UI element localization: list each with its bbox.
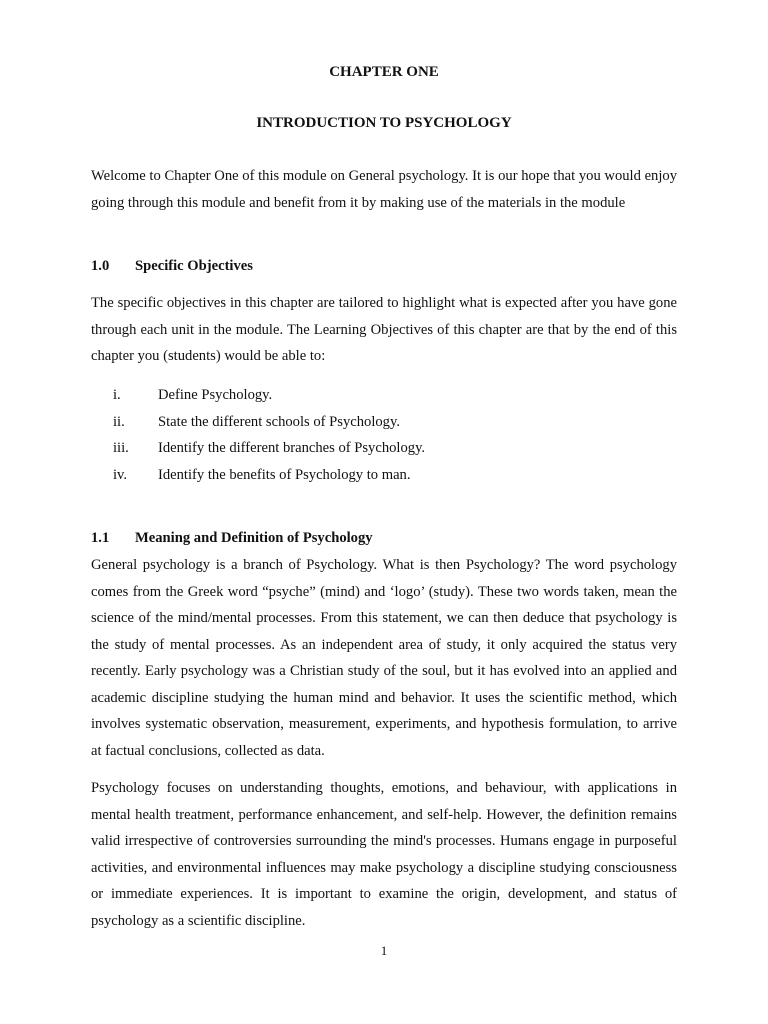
list-item-number: iii. bbox=[113, 440, 129, 456]
section-heading-objectives bbox=[91, 258, 253, 275]
list-item bbox=[113, 462, 425, 489]
list-item-text: Identify the benefits of Psychology to man. bbox=[158, 466, 411, 483]
section-number: 1.1 bbox=[91, 530, 110, 546]
objectives-list bbox=[113, 382, 425, 488]
list-item-text: Identify the different branches of Psychology. bbox=[158, 440, 426, 456]
section-title: Specific Objectives bbox=[135, 258, 253, 274]
list-item-number: iv. bbox=[113, 466, 128, 483]
list-item bbox=[113, 409, 425, 436]
list-item bbox=[113, 382, 425, 409]
section-title: Meaning and Definition of Psychology bbox=[135, 530, 373, 546]
definition-paragraph-1: General psychology is a branch of Psychology. What is then Psychology? The word psychology comes from the Greek word “psyche” (mind) and ‘logo’ (study). These two words taken, mean the science of the mind/mental processes. From this statement, we can then deduce that psychology is the study of mental processes. As an independent area of study, it only acquired the status very recently. Early psychology was a Christian study of the soul, but it has evolved into an applied and academic discipline studying the human mind and behavior. It uses the scientific method, which involves systematic observation, measurement, experiments, and hypothesis formulation, to arrive at factual conclusions, collected as data. bbox=[91, 557, 677, 759]
section-number: 1.0 bbox=[91, 258, 110, 274]
chapter-title: CHAPTER ONE bbox=[329, 64, 439, 80]
objectives-paragraph: The specific objectives in this chapter are tailored to highlight what is expected after you have gone through each unit in the module. The Learning Objectives of this chapter are that by the end of this chapter you (students) would be able to: bbox=[91, 295, 677, 364]
list-item-number: ii. bbox=[113, 413, 125, 430]
intro-paragraph: Welcome to Chapter One of this module on General psychology. It is our hope that you would enjoy going through this module and benefit from it by making use of the materials in the module bbox=[91, 168, 677, 211]
list-item-text: Define Psychology. bbox=[158, 387, 273, 403]
list-item-text: State the different schools of Psychology. bbox=[158, 413, 400, 430]
list-item-number: i. bbox=[113, 387, 121, 403]
page-number: 1 bbox=[380, 943, 388, 958]
list-item bbox=[113, 435, 425, 462]
section-heading-definition bbox=[91, 530, 373, 547]
definition-paragraph-2: Psychology focuses on understanding thoughts, emotions, and behaviour, with applications in mental health treatment, performance enhancement, and self-help. However, the definition remains valid irrespective of controversies surrounding the mind's processes. Humans engage in purposeful activities, and environmental influences may make psychology a discipline studying consciousness or immediate experiences. It is important to examine the origin, development, and status of psychology as a scientific discipline. bbox=[91, 780, 677, 929]
chapter-subtitle: INTRODUCTION TO PSYCHOLOGY bbox=[256, 115, 512, 131]
